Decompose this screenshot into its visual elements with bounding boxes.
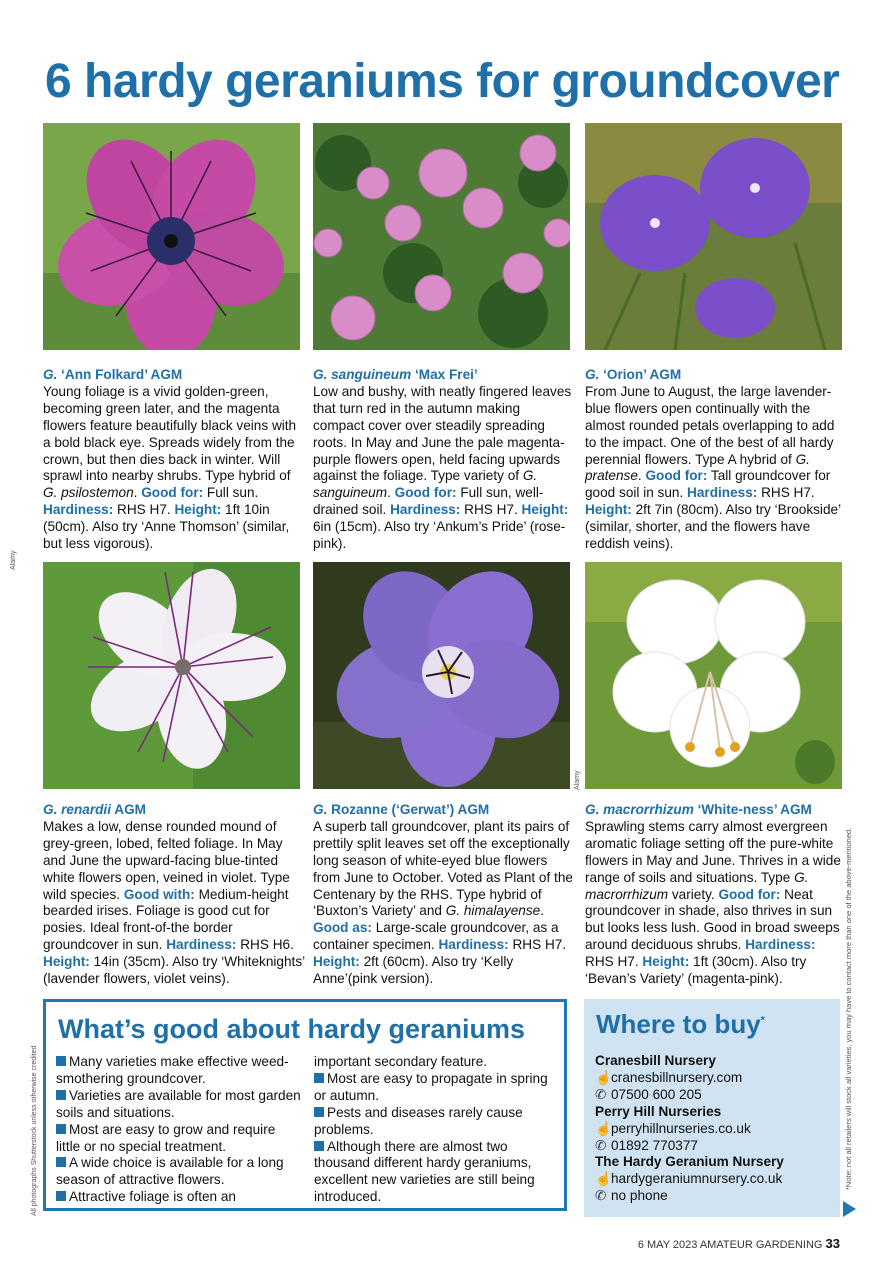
whats-good-col-2 [314, 1054, 559, 1206]
list-item: Although there are almost two thousand different hardy geraniums, excellent new varieties are still being introduced. [314, 1138, 535, 1205]
nursery-name: Cranesbill Nursery [595, 1053, 716, 1068]
phone-icon: ✆ [595, 1188, 607, 1204]
list-item-continued: important secondary feature. [314, 1054, 488, 1069]
photo-renardii [43, 562, 300, 789]
photo-credit-alamy: Alamy [10, 550, 17, 570]
nursery-phone: ✆ no phone [595, 1188, 668, 1204]
nursery-phone: ✆ 01892 770377 [595, 1137, 698, 1153]
list-item: Attractive foliage is often an [56, 1189, 301, 1206]
plant-card: G. ‘Orion’ AGM From June to August, the large lavender-blue flowers open continually with the almost rounded petals overlapping to add to the impact. One of the best of all hardy perennial flowers. Type A hybrid of G. pratense. Good for: Tall groundcover for good soil in sun. Hardiness: RHS H7. Height: 2ft 7in (80cm). Also try ‘Brookside’ (similar, shorter, and the flowers have reddish veins). [585, 367, 841, 552]
pointer-icon: ☝ [595, 1120, 612, 1136]
photo-max-frei [313, 123, 570, 350]
list-item: Varieties are available for most garden soils and situations. [56, 1087, 301, 1120]
photo-credit-shutterstock: All photographs Shutterstock unless otherwise credited [31, 1045, 38, 1216]
pointer-icon: ☝ [595, 1069, 612, 1085]
page-footer: 6 MAY 2023 AMATEUR GARDENING 33 [637, 1236, 840, 1251]
plant-card: G. sanguineum ‘Max Frei’ Low and bushy, with neatly fingered leaves that turn red in the autumn making compact cover over steadily spreading roots. In May and June the pale magenta-purple flowers open, held facing upwards against the foliage. Type variety of G. sanguineum. Good for: Full sun, well-drained soil. Hardiness: RHS H7. Height: 6in (15cm). Also try ‘Ankum’s Pride’ (rose-pink). [313, 367, 572, 552]
page-number: 33 [825, 1236, 840, 1251]
photo-orion [585, 123, 842, 350]
plant-card: G. Rozanne (‘Gerwat’) AGM A superb tall groundcover, plant its pairs of prettily split leaves set off the exceptionally long season of white-eyed blue flowers from June to October. Voted as Plant of the Centenary by the RHS. Type hybrid of ‘Buxton’s Variety’ and G. himalayense. Good as: Large-scale groundcover, as a container specimen. Hardiness: RHS H7. Height: 2ft (60cm). Also try ‘Kelly Anne’(pink version). [313, 802, 573, 987]
plant-card: G. renardii AGM Makes a low, dense rounded mound of grey-green, lobed, felted foliage. In May and June the upward-facing blue-tinted white flowers open, veined in violet. Type wild species. Good with: Medium-height bearded irises. Foliage is good cut for posies. Ideal front-of-the border groundcover in sun. Hardiness: RHS H6. Height: 14in (35cm). Also try ‘Whiteknights’ (lavender flowers, violet veins). [43, 802, 305, 987]
whats-good-box [43, 999, 567, 1211]
phone-icon: ✆ [595, 1137, 607, 1153]
plant-card: G. ‘Ann Folkard’ AGM Young foliage is a vivid golden-green, becoming green later, and the magenta flowers feature beautifully black veins with a bold black eye. Spreads widely from the crown, but then dies back in winter. Will sprawl into nearby shrubs. Type hybrid of G. psilostemon. Good for: Full sun. Hardiness: RHS H7. Height: 1ft 10in (50cm). Also try ‘Anne Thomson’ (similar, but less vigorous). [43, 367, 297, 552]
pointer-icon: ☝ [595, 1171, 612, 1187]
where-to-buy-heading: Where to buy* [596, 1009, 765, 1039]
photo-credit-alamy: Alamy [574, 770, 581, 790]
plant-card: G. macrorrhizum ‘White-ness’ AGM Sprawling stems carry almost evergreen aromatic foliage setting off the pure-white flowers in May and June. Thrives in a wide range of soils and situations. Type G. macrorrhizum variety. Good for: Neat groundcover in shade, also thrives in sun but looks less lush. Good in broad sweeps around deciduous shrubs. Hardiness: RHS H7. Height: 1ft (30cm). Also try ‘Bevan’s Variety’ (magenta-pink). [585, 802, 841, 987]
phone-icon: ✆ [595, 1086, 607, 1102]
photo-ann-folkard [43, 123, 300, 350]
list-item: Most are easy to propagate in spring or autumn. [314, 1070, 548, 1103]
list-item: Many varieties make effective weed-smothering groundcover. [56, 1054, 289, 1086]
page-title: 6 hardy geraniums for groundcover [45, 55, 840, 108]
nursery-name: Perry Hill Nurseries [595, 1103, 722, 1119]
nursery-website[interactable]: ☝hardygeraniumnursery.co.uk [595, 1171, 783, 1187]
whats-good-col-1 [56, 1054, 301, 1206]
whats-good-heading: What’s good about hardy geraniums [58, 1014, 526, 1044]
list-item: Most are easy to grow and require little or no special treatment. [56, 1121, 276, 1154]
photo-rozanne [313, 562, 570, 789]
list-item: A wide choice is available for a long season of attractive flowers. [56, 1155, 284, 1188]
nursery-website[interactable]: ☝perryhillnurseries.co.uk [595, 1120, 751, 1136]
where-to-buy-box [584, 999, 840, 1217]
next-page-arrow-icon [843, 1201, 856, 1217]
nursery-phone: ✆ 07500 600 205 [595, 1086, 702, 1102]
list-item: Pests and diseases rarely cause problems. [314, 1104, 523, 1137]
photo-white-ness [585, 562, 842, 789]
stockist-note: *Note: not all retailers will stock all varieties, you may have to contact more than one of the above-mentioned. [844, 827, 853, 1190]
nursery-name: The Hardy Geranium Nursery [595, 1154, 784, 1170]
nursery-website[interactable]: ☝cranesbillnursery.com [595, 1069, 743, 1085]
